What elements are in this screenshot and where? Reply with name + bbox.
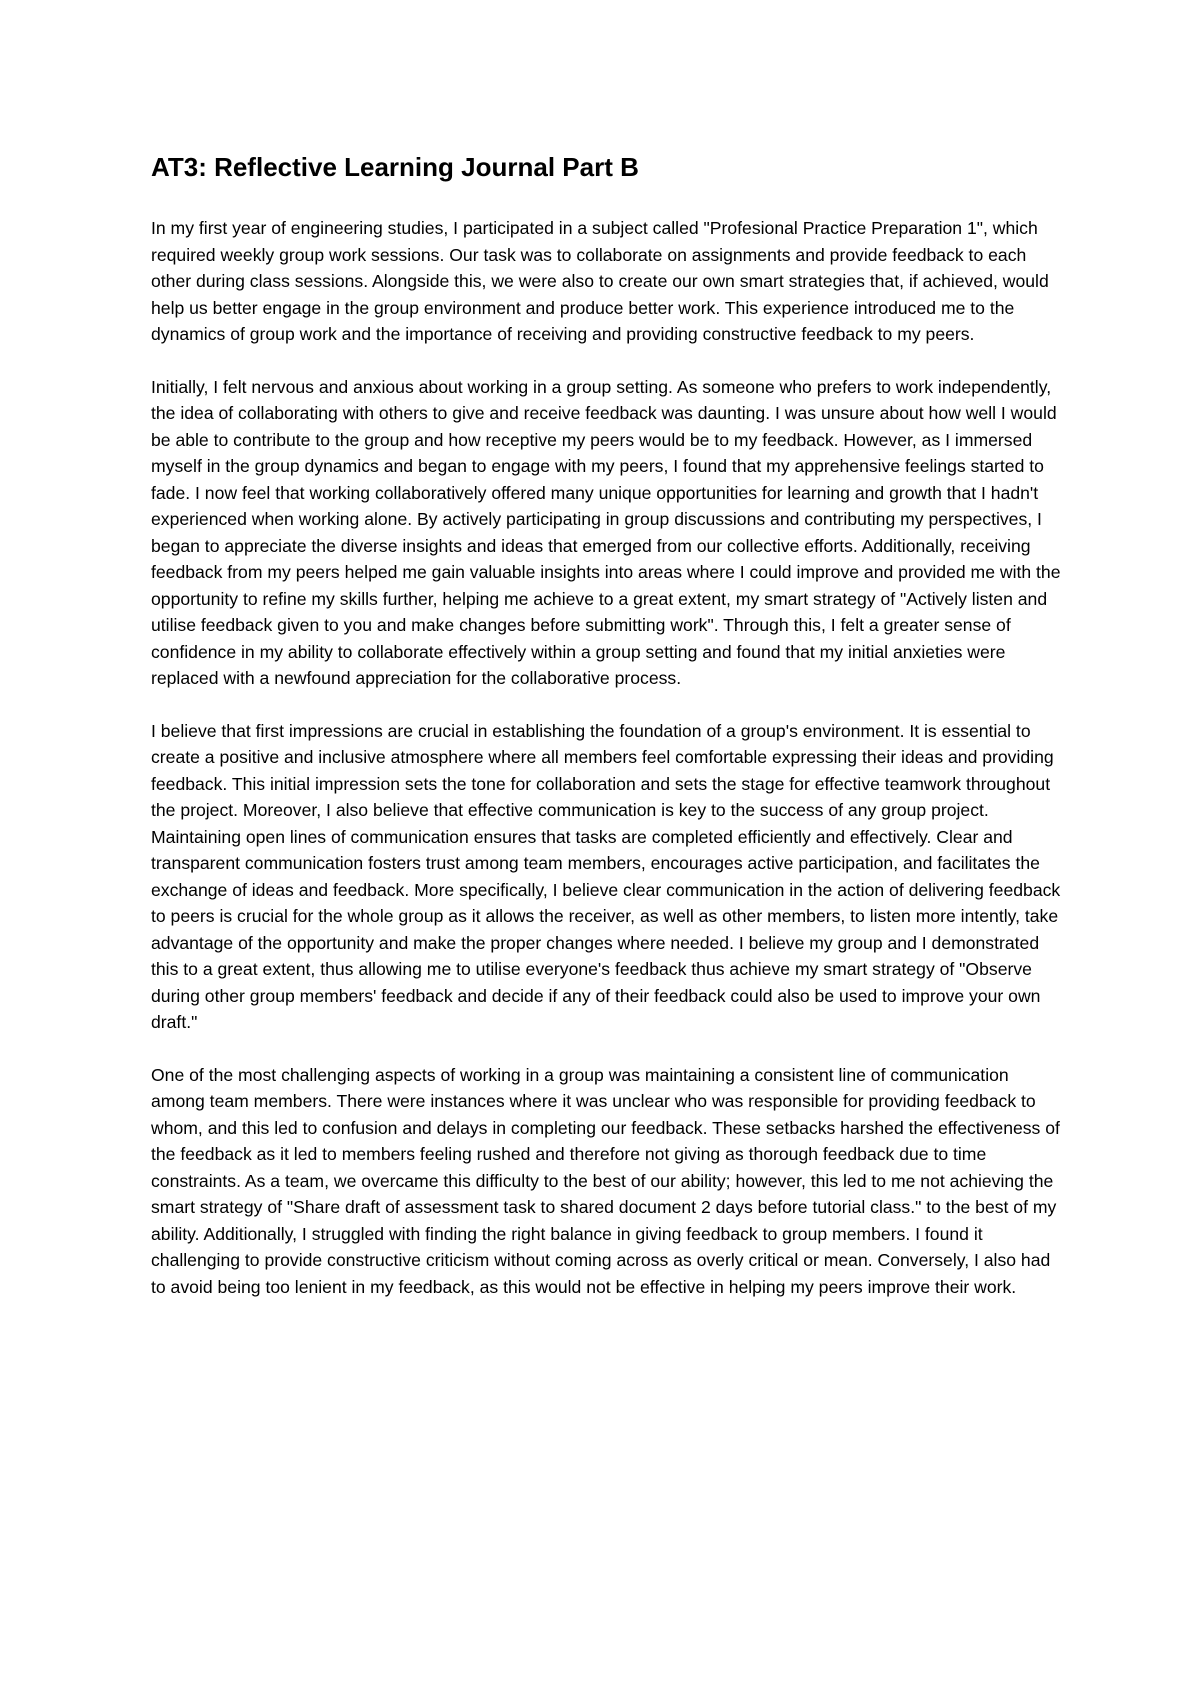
document-body: [151, 150, 1067, 1326]
paragraph-2: Initially, I felt nervous and anxious about working in a group setting. As someone who prefers to work independently, the idea of collaborating with others to give and receive feedback was daunting. I was unsure about how well I would be able to contribute to the group and how receptive my peers would be to my feedback. However, as I immersed myself in the group dynamics and began to engage with my peers, I found that my apprehensive feelings started to fade. I now feel that working collaboratively offered many unique opportunities for learning and growth that I hadn't experienced when working alone. By actively participating in group discussions and contributing my perspectives, I began to appreciate the diverse insights and ideas that emerged from our collective efforts. Additionally, receiving feedback from my peers helped me gain valuable insights into areas where I could improve and provided me with the opportunity to refine my skills further, helping me achieve to a great extent, my smart strategy of "Actively listen and utilise feedback given to you and make changes before submitting work". Through this, I felt a greater sense of confidence in my ability to collaborate effectively within a group setting and found that my initial anxieties were replaced with a newfound appreciation for the collaborative process.: [151, 376, 1061, 688]
paragraph-4: One of the most challenging aspects of working in a group was maintaining a consistent line of communication among team members. There were instances where it was unclear who was responsible for providing feedback to whom, and this led to confusion and delays in completing our feedback. These setbacks harshed the effectiveness of the feedback as it led to members feeling rushed and therefore not giving as thorough feedback due to time constraints. As a team, we overcame this difficulty to the best of our ability; however, this led to me not achieving the smart strategy of "Share draft of assessment task to shared document 2 days before tutorial class." to the best of my ability. Additionally, I struggled with finding the right balance in giving feedback to group members. I found it challenging to provide constructive criticism without coming across as overly critical or mean. Conversely, I also had to avoid being too lenient in my feedback, as this would not be effective in helping my peers improve their work.: [151, 1064, 1060, 1297]
paragraph-1: In my first year of engineering studies, I participated in a subject called "Profesional Practice Preparation 1", which required weekly group work sessions. Our task was to collaborate on assignments and provide feedback to each other during class sessions. Alongside this, we were also to create our own smart strategies that, if achieved, would help us better engage in the group environment and produce better work. This experience introduced me to the dynamics of group work and the importance of receiving and providing constructive feedback to my peers.: [151, 218, 1049, 344]
paragraph-3: I believe that first impressions are crucial in establishing the foundation of a group's environment. It is essential to create a positive and inclusive atmosphere where all members feel comfortable expressing their ideas and providing feedback. This initial impression sets the tone for collaboration and sets the stage for effective teamwork throughout the project. Moreover, I also believe that effective communication is key to the success of any group project. Maintaining open lines of communication ensures that tasks are completed efficiently and effectively. Clear and transparent communication fosters trust among team members, encourages active participation, and facilitates the exchange of ideas and feedback. More specifically, I believe clear communication in the action of delivering feedback to peers is crucial for the whole group as it allows the receiver, as well as other members, to listen more intently, take advantage of the opportunity and make the proper changes where needed. I believe my group and I demonstrated this to a great extent, thus allowing me to utilise everyone's feedback thus achieve my smart strategy of "Observe during other group members' feedback and decide if any of their feedback could also be used to improve your own draft.": [151, 720, 1061, 1032]
page-title: AT3: Reflective Learning Journal Part B: [151, 152, 639, 182]
